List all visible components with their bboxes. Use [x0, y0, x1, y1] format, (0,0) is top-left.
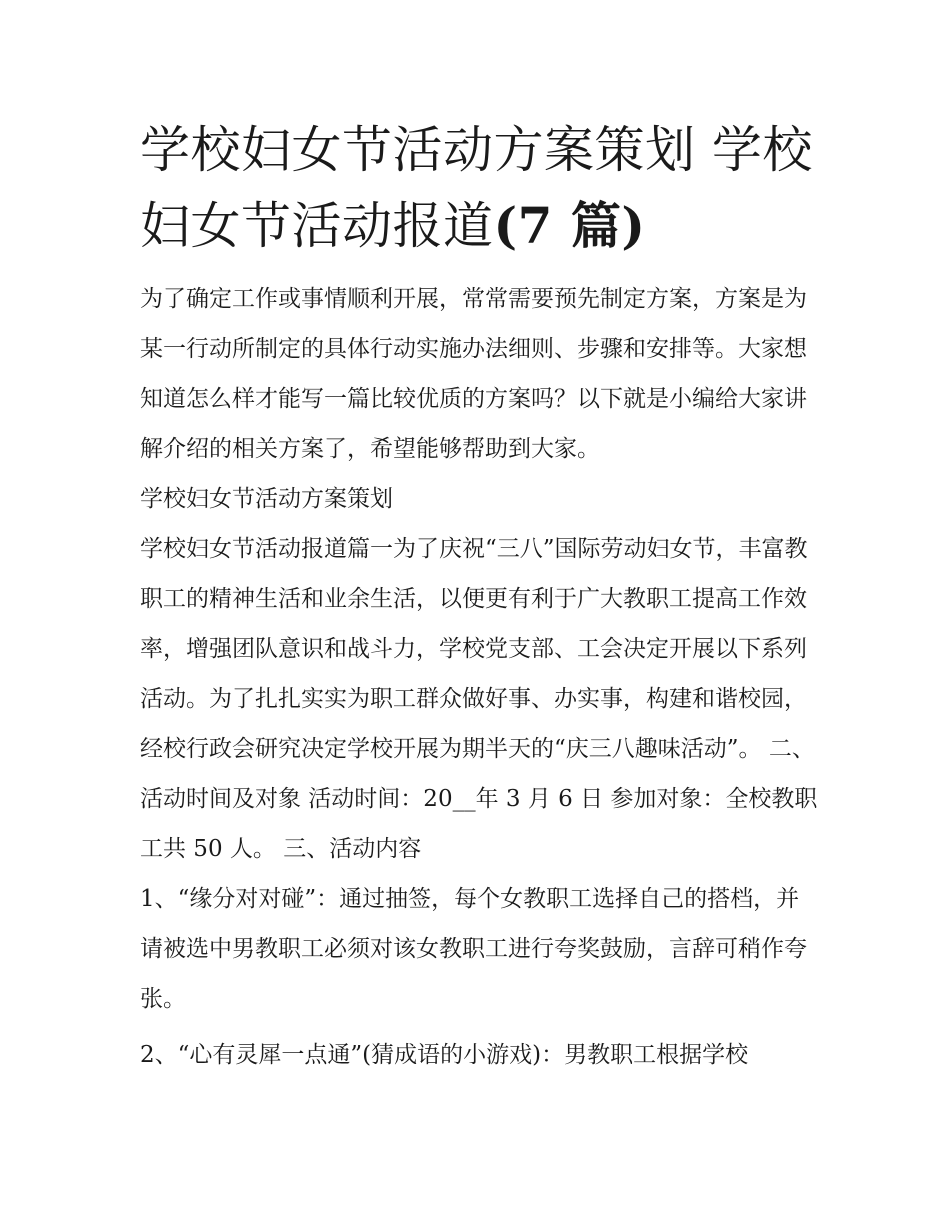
body-paragraph: 学校妇女节活动报道篇一为了庆祝“三八”国际劳动妇女节，丰富教职工的精神生活和业余生活，以便更有利于广大教职工提高工作效率，增强团队意识和战斗力，学校党支部、工会决定开展以下系列活动。为了扎扎实实为职工群众做好事、办实事，构建和谐校园，经校行政会研究决定学校开展为期半天的“庆三八趣味活动”。 二、活动时间及对象 活动时间：20__年 3 月 6 日 参加对象：全校教职工共 50 人。 三、活动内容 [140, 536, 818, 862]
list-item-1: 1、“缘分对对碰”：通过抽签，每个女教职工选择自己的搭档，并请被选中男教职工必须对该女教职工进行夸奖鼓励，言辞可稍作夸张。 [140, 886, 807, 1012]
section-subtitle: 学校妇女节活动方案策划 [140, 486, 393, 512]
document-page [140, 112, 820, 1080]
document-title [140, 112, 820, 264]
title-main: 学校妇女节活动方案策划 学校妇女节活动报道 [140, 121, 813, 255]
title-suffix: (7 篇) [493, 196, 646, 255]
intro-paragraph: 为了确定工作或事情顺利开展，常常需要预先制定方案，方案是为某一行动所制定的具体行动实施办法细则、步骤和安排等。大家想知道怎么样才能写一篇比较优质的方案吗？以下就是小编给大家讲解介绍的相关方案了，希望能够帮助到大家。 [140, 286, 807, 462]
list-item-2: 2、“心有灵犀一点通”(猜成语的小游戏)：男教职工根据学校 [140, 1042, 749, 1068]
